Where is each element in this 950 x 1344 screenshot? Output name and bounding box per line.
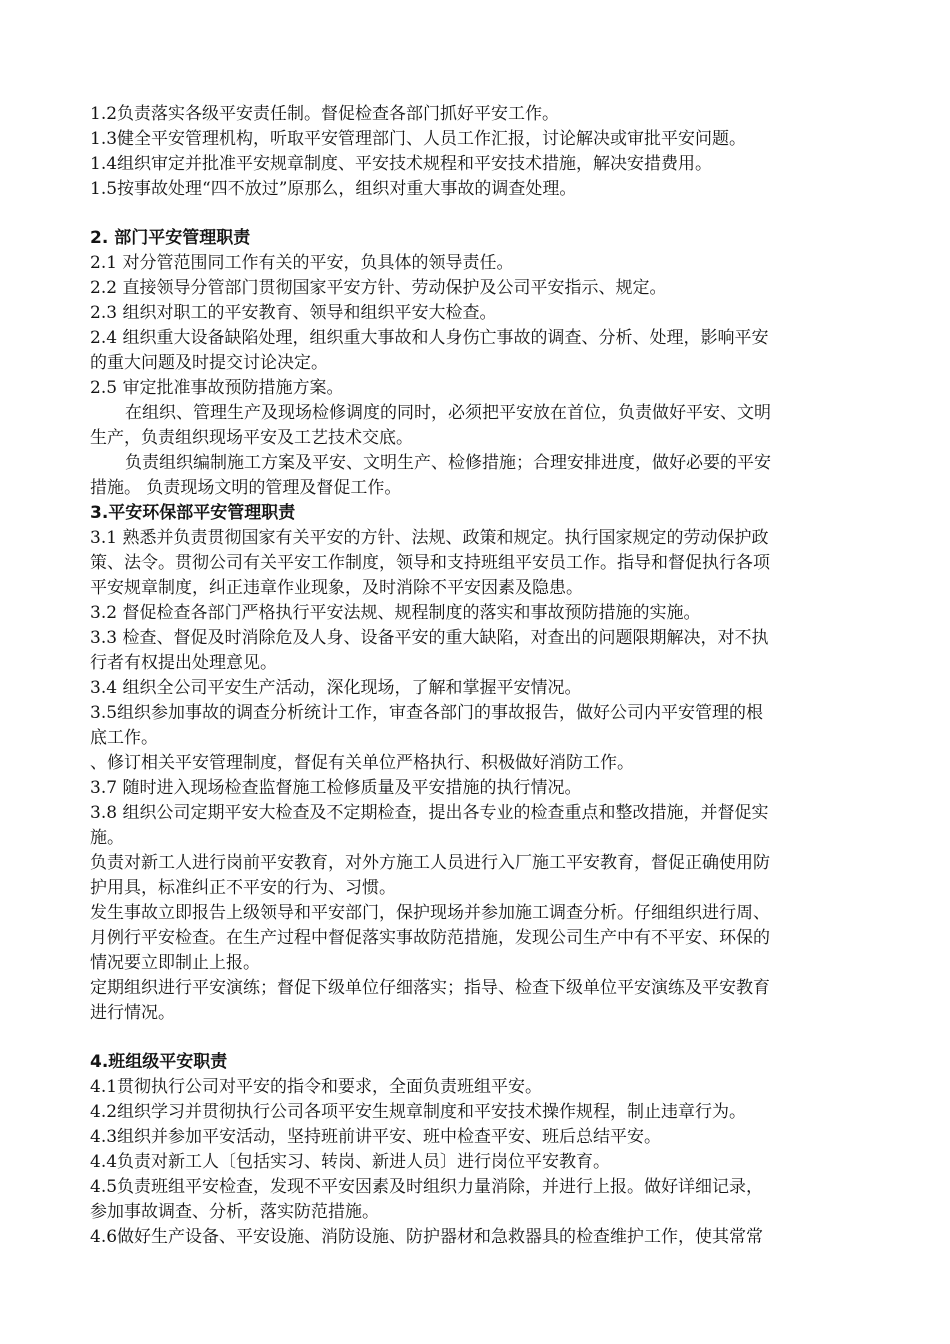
- text-line: 4.3组织并参加平安活动，坚持班前讲平安、班中检查平安、班后总结平安。: [90, 1127, 662, 1147]
- text-line: 策、法令。贯彻公司有关平安工作制度，领导和支持班组平安员工作。指导和督促执行各项: [90, 553, 770, 573]
- text-line: 措施。 负责现场文明的管理及督促工作。: [90, 478, 402, 498]
- text-line: 2.5 审定批准事故预防措施方案。: [90, 378, 344, 398]
- text-line: 护用具，标准纠正不平安的行为、习惯。: [90, 878, 396, 898]
- section-heading: 3.平安环保部平安管理职责: [90, 503, 296, 523]
- text-line: 4.6做好生产设备、平安设施、消防设施、防护器材和急救器具的检查维护工作，使其常常: [90, 1227, 764, 1247]
- text-line: 2.1 对分管范围同工作有关的平安，负具体的领导责任。: [90, 253, 514, 273]
- text-line: 生产，负责组织现场平安及工艺技术交底。: [90, 428, 413, 448]
- section-heading: 4.班组级平安职责: [90, 1052, 228, 1072]
- text-line: 3.3 检查、督促及时消除危及人身、设备平安的重大缺陷，对查出的问题限期解决，对不执: [90, 628, 769, 648]
- text-line: 4.2组织学习并贯彻执行公司各项平安生规章制度和平安技术操作规程，制止违章行为。: [90, 1102, 747, 1122]
- text-line: 参加事故调查、分析，落实防范措施。: [90, 1202, 379, 1222]
- text-line: 3.1 熟悉并负责贯彻国家有关平安的方针、法规、政策和规定。执行国家规定的劳动保护政: [90, 528, 769, 548]
- text-line: 3.4 组织全公司平安生产活动，深化现场，了解和掌握平安情况。: [90, 678, 582, 698]
- text-line: 3.5组织参加事故的调查分析统计工作，审查各部门的事故报告，做好公司内平安管理的根: [90, 703, 764, 723]
- text-line: 平安规章制度，纠正违章作业现象，及时消除不平安因素及隐患。: [90, 578, 583, 598]
- text-line: 情况要立即制止上报。: [90, 953, 260, 973]
- text-line: 4.4负责对新工人〔包括实习、转岗、新进人员〕进行岗位平安教育。: [90, 1152, 611, 1172]
- text-line: 1.4组织审定并批准平安规章制度、平安技术规程和平安技术措施，解决安措费用。: [90, 154, 713, 174]
- text-line: 行者有权提出处理意见。: [90, 653, 277, 673]
- text-line: 4.1贯彻执行公司对平安的指令和要求，全面负责班组平安。: [90, 1077, 543, 1097]
- text-line: 在组织、管理生产及现场检修调度的同时，必须把平安放在首位，负责做好平安、文明: [125, 403, 771, 423]
- text-line: 进行情况。: [90, 1003, 175, 1023]
- text-line: 定期组织进行平安演练；督促下级单位仔细落实；指导、检查下级单位平安演练及平安教育: [90, 978, 770, 998]
- text-line: 2.4 组织重大设备缺陷处理，组织重大事故和人身伤亡事故的调查、分析、处理，影响平安: [90, 328, 769, 348]
- text-line: 4.5负责班组平安检查，发现不平安因素及时组织力量消除，并进行上报。做好详细记录，: [90, 1177, 764, 1197]
- text-line: 发生事故立即报告上级领导和平安部门，保护现场并参加施工调查分析。仔细组织进行周、: [90, 903, 770, 923]
- text-line: 、修订相关平安管理制度，督促有关单位严格执行、积极做好消防工作。: [90, 753, 634, 773]
- text-line: 2.2 直接领导分管部门贯彻国家平安方针、劳动保护及公司平安指示、规定。: [90, 278, 667, 298]
- text-line: 负责组织编制施工方案及平安、文明生产、检修措施；合理安排进度，做好必要的平安: [125, 453, 771, 473]
- text-line: 3.7 随时进入现场检查监督施工检修质量及平安措施的执行情况。: [90, 778, 582, 798]
- text-line: 施。: [90, 828, 124, 848]
- text-line: 1.2负责落实各级平安责任制。督促检查各部门抓好平安工作。: [90, 104, 560, 124]
- text-line: 的重大问题及时提交讨论决定。: [90, 353, 328, 373]
- text-line: 底工作。: [90, 728, 158, 748]
- text-line: 2.3 组织对职工的平安教育、领导和组织平安大检查。: [90, 303, 497, 323]
- text-line: 负责对新工人进行岗前平安教育，对外方施工人员进行入厂施工平安教育，督促正确使用防: [90, 853, 770, 873]
- text-line: 月例行平安检查。在生产过程中督促落实事故防范措施，发现公司生产中有不平安、环保的: [90, 928, 770, 948]
- text-line: 1.5按事故处理“四不放过”原那么，组织对重大事故的调查处理。: [90, 179, 577, 199]
- text-line: 3.8 组织公司定期平安大检查及不定期检查，提出各专业的检查重点和整改措施，并督促实: [90, 803, 769, 823]
- section-heading: 2. 部门平安管理职责: [90, 228, 251, 248]
- text-line: 1.3健全平安管理机构，听取平安管理部门、人员工作汇报，讨论解决或审批平安问题。: [90, 129, 747, 149]
- text-line: 3.2 督促检查各部门严格执行平安法规、规程制度的落实和事故预防措施的实施。: [90, 603, 701, 623]
